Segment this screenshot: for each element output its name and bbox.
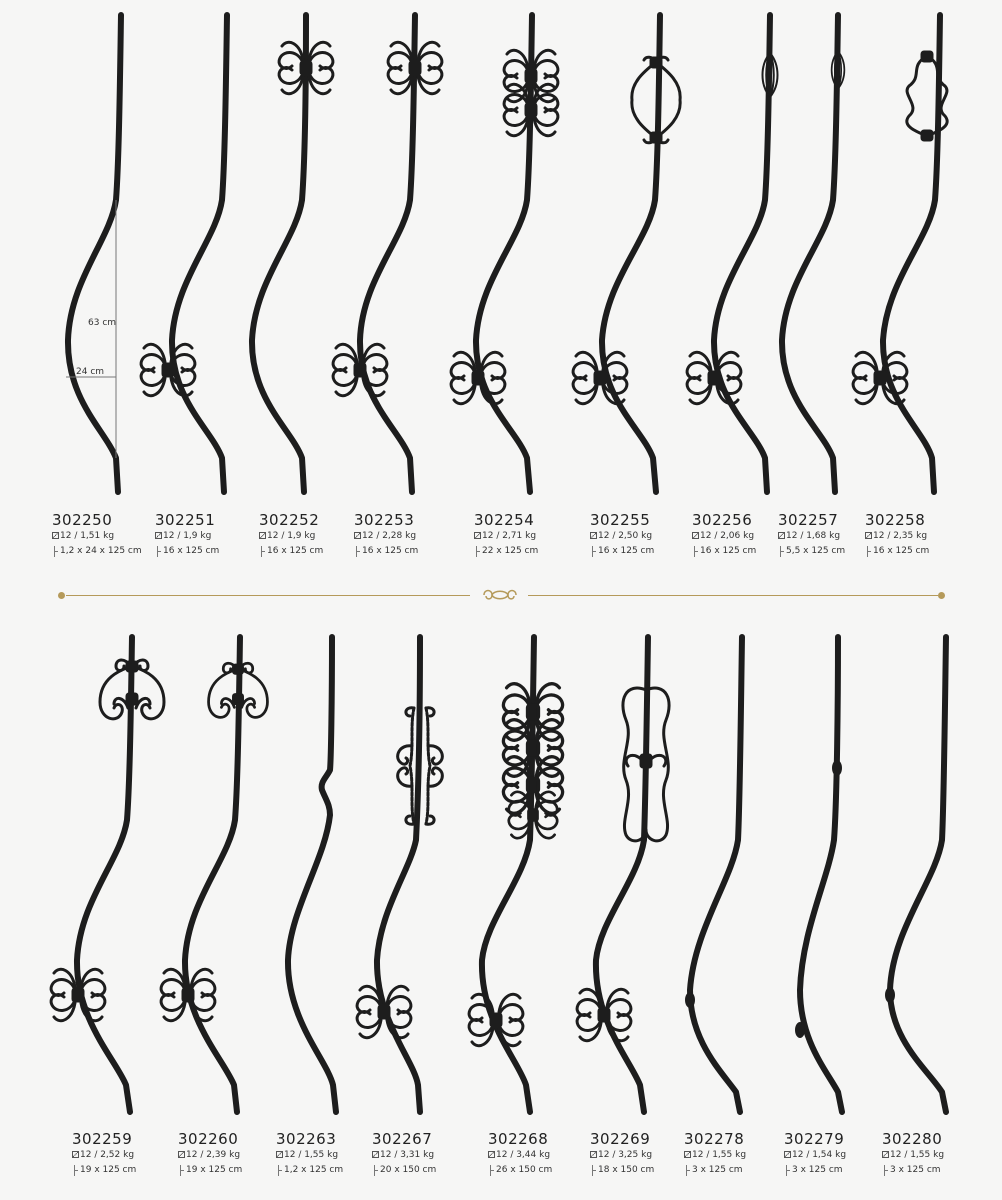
divider-line-left	[66, 595, 470, 596]
product-size: 1,2 x 125 cm	[276, 1163, 396, 1178]
baluster-302259	[51, 637, 164, 1112]
product-302251	[155, 511, 275, 559]
product-size: 16 x 125 cm	[865, 544, 985, 559]
divider-ornament-icon	[480, 587, 520, 603]
baluster-302278	[685, 637, 742, 1112]
product-weight: 12 / 2,50 kg	[590, 529, 710, 544]
product-size: 3 x 125 cm	[784, 1163, 904, 1178]
product-size: 16 x 125 cm	[155, 544, 275, 559]
product-weight: 12 / 2,35 kg	[865, 529, 985, 544]
product-302280	[882, 1130, 1002, 1178]
product-weight: 12 / 1,51 kg	[52, 529, 172, 544]
divider-dot-right	[938, 592, 945, 599]
product-code: 302251	[155, 511, 216, 529]
product-code: 302279	[784, 1130, 845, 1148]
height-dimension-label: 63 cm	[88, 318, 117, 328]
product-302259	[72, 1130, 192, 1178]
product-size: 19 x 125 cm	[72, 1163, 192, 1178]
product-weight: 12 / 2,39 kg	[178, 1148, 298, 1163]
product-weight: 12 / 2,52 kg	[72, 1148, 192, 1163]
baluster-302258	[853, 15, 947, 492]
baluster-302269	[577, 637, 669, 1112]
baluster-302254	[451, 15, 558, 492]
product-code: 302255	[590, 511, 651, 529]
product-weight: 12 / 2,06 kg	[692, 529, 812, 544]
product-302253	[354, 511, 474, 559]
baluster-302268	[469, 637, 563, 1112]
product-weight: 12 / 3,44 kg	[488, 1148, 608, 1163]
product-weight: 12 / 3,31 kg	[372, 1148, 492, 1163]
baluster-302251	[141, 15, 227, 492]
product-code: 302263	[276, 1130, 337, 1148]
product-code: 302254	[474, 511, 535, 529]
product-code: 302267	[372, 1130, 433, 1148]
baluster-302253	[333, 15, 442, 492]
baluster-302260	[161, 637, 267, 1112]
product-weight: 12 / 3,25 kg	[590, 1148, 710, 1163]
product-weight: 12 / 1,9 kg	[259, 529, 379, 544]
product-302258	[865, 511, 985, 559]
product-code: 302252	[259, 511, 320, 529]
product-size: 22 x 125 cm	[474, 544, 594, 559]
product-code: 302256	[692, 511, 753, 529]
product-size: 26 x 150 cm	[488, 1163, 608, 1178]
product-code: 302280	[882, 1130, 943, 1148]
product-weight: 12 / 1,55 kg	[882, 1148, 1002, 1163]
product-code: 302278	[684, 1130, 745, 1148]
product-302254	[474, 511, 594, 559]
product-size: 5,5 x 125 cm	[778, 544, 898, 559]
product-code: 302260	[178, 1130, 239, 1148]
width-dimension-label: 24 cm	[76, 367, 105, 377]
product-size: 16 x 125 cm	[259, 544, 379, 559]
product-302267	[372, 1130, 492, 1178]
product-weight: 12 / 1,55 kg	[684, 1148, 804, 1163]
product-size: 3 x 125 cm	[684, 1163, 804, 1178]
product-weight: 12 / 2,28 kg	[354, 529, 474, 544]
product-code: 302268	[488, 1130, 549, 1148]
product-code: 302257	[778, 511, 839, 529]
product-size: 18 x 150 cm	[590, 1163, 710, 1178]
product-size: 16 x 125 cm	[590, 544, 710, 559]
product-weight: 12 / 1,55 kg	[276, 1148, 396, 1163]
baluster-302263	[288, 637, 336, 1112]
product-code: 302258	[865, 511, 926, 529]
baluster-302256	[687, 15, 777, 492]
product-size: 20 x 150 cm	[372, 1163, 492, 1178]
baluster-302257	[782, 15, 844, 492]
product-code: 302259	[72, 1130, 133, 1148]
product-size: 16 x 125 cm	[692, 544, 812, 559]
section-divider	[58, 591, 946, 601]
product-code: 302269	[590, 1130, 651, 1148]
product-weight: 12 / 1,9 kg	[155, 529, 275, 544]
product-302250	[52, 511, 172, 559]
product-size: 16 x 125 cm	[354, 544, 474, 559]
product-weight: 12 / 1,68 kg	[778, 529, 898, 544]
product-size: 1,2 x 24 x 125 cm	[52, 544, 172, 559]
baluster-302279	[795, 637, 842, 1112]
product-weight: 12 / 2,71 kg	[474, 529, 594, 544]
baluster-302250	[66, 15, 121, 492]
divider-dot-left	[58, 592, 65, 599]
product-size: 3 x 125 cm	[882, 1163, 1002, 1178]
baluster-302255	[573, 15, 680, 492]
baluster-302280	[885, 637, 946, 1112]
divider-line-right	[528, 595, 938, 596]
product-code: 302253	[354, 511, 415, 529]
product-code: 302250	[52, 511, 113, 529]
baluster-302252	[252, 15, 333, 492]
baluster-302267	[357, 637, 442, 1112]
product-size: 19 x 125 cm	[178, 1163, 298, 1178]
product-weight: 12 / 1,54 kg	[784, 1148, 904, 1163]
